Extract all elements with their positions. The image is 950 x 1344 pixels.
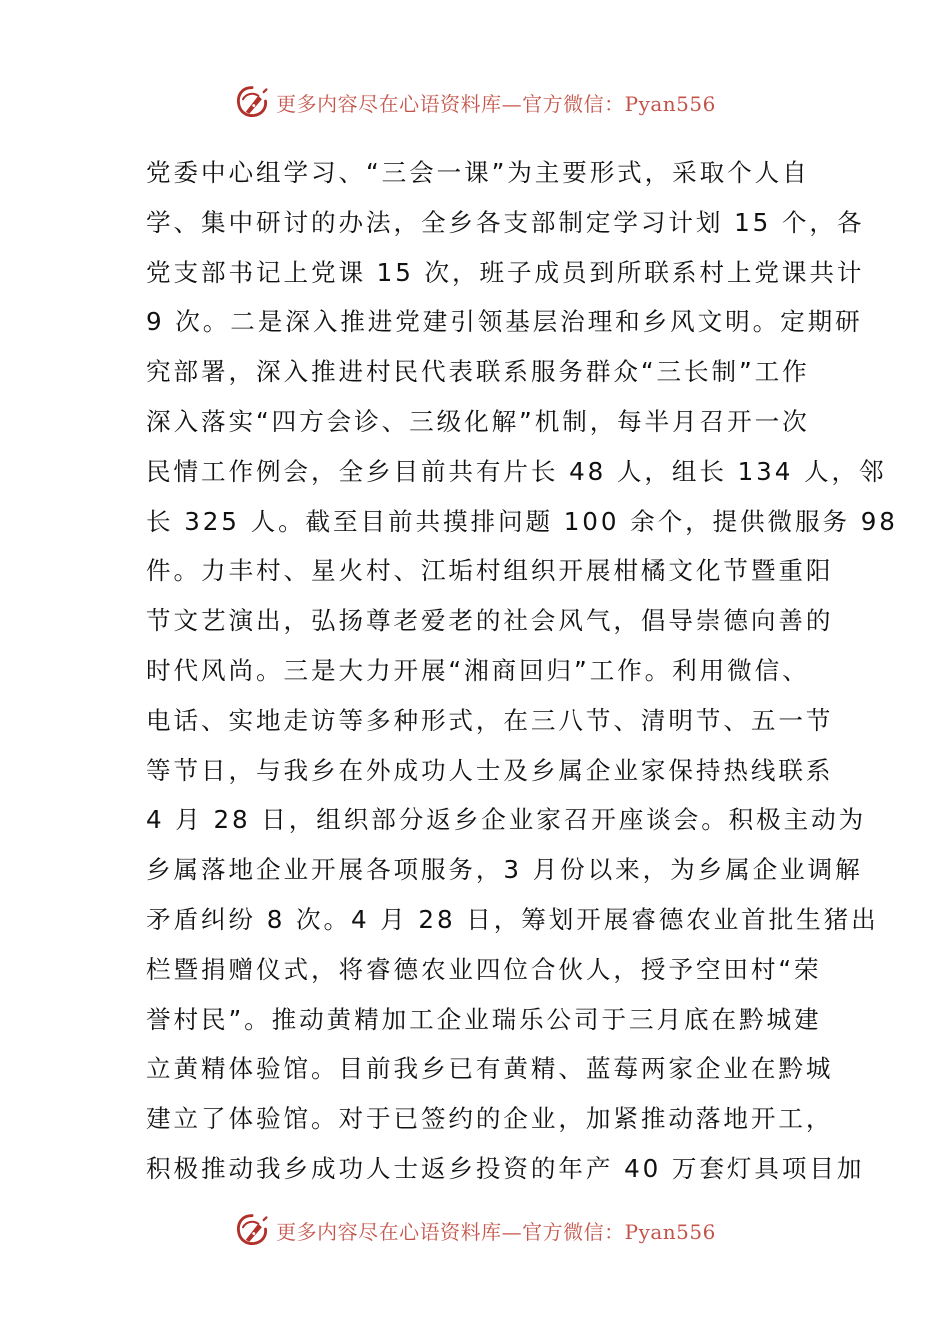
body-line: 立黄精体验馆。目前我乡已有黄精、蓝莓两家企业在黔城 — [146, 1054, 834, 1084]
footer-banner — [0, 1208, 950, 1252]
body-line: 乡属落地企业开展各项服务，3 月份以来，为乡属企业调解 — [146, 855, 863, 885]
body-line: 党委中心组学习、“三会一课”为主要形式，采取个人自 — [146, 158, 810, 187]
body-line: 栏暨捐赠仪式，将睿德农业四位合伙人，授予空田村“荣 — [146, 954, 822, 984]
body-line: 建立了体验馆。对于已签约的企业，加紧推动落地开工， — [146, 1104, 834, 1134]
body-line: 誉村民”。推动黄精加工企业瑞乐公司于三月底在黔城建 — [146, 1004, 822, 1034]
body-line: 9 次。二是深入推进党建引领基层治理和乡风文明。定期研 — [146, 307, 863, 337]
footer-banner-text: 更多内容尽在心语资料库—官方微信：Pyan556 — [276, 1219, 716, 1244]
document-body — [146, 148, 898, 1194]
body-line: 4 月 28 日，组织部分返乡企业家召开座谈会。积极主动为 — [146, 805, 867, 835]
body-line: 究部署，深入推进村民代表联系服务群众“三长制”工作 — [146, 357, 810, 387]
body-line: 党支部书记上党课 15 次，班子成员到所联系村上党课共计 — [146, 257, 865, 287]
body-line: 节文艺演出，弘扬尊老爱老的社会风气，倡导崇德向善的 — [146, 606, 834, 636]
body-line: 学、集中研讨的办法，全乡各支部制定学习计划 15 个，各 — [146, 207, 865, 237]
pen-logo-icon — [234, 1212, 270, 1248]
body-line: 矛盾纠纷 8 次。4 月 28 日，筹划开展睿德农业首批生猪出 — [146, 904, 879, 934]
header-banner-text: 更多内容尽在心语资料库—官方微信：Pyan556 — [276, 91, 716, 116]
body-line: 电话、实地走访等多种形式，在三八节、清明节、五一节 — [146, 705, 834, 735]
body-line: 积极推动我乡成功人士返乡投资的年产 40 万套灯具项目加 — [146, 1153, 865, 1183]
body-line: 深入落实“四方会诊、三级化解”机制，每半月召开一次 — [146, 406, 810, 436]
body-line: 民情工作例会，全乡目前共有片长 48 人，组长 134 人，邻 — [146, 456, 887, 486]
pen-logo-icon — [234, 84, 270, 120]
body-line: 等节日，与我乡在外成功人士及乡属企业家保持热线联系 — [146, 755, 834, 785]
body-line: 件。力丰村、星火村、江垢村组织开展柑橘文化节暨重阳 — [146, 556, 834, 586]
body-line: 时代风尚。三是大力开展“湘商回归”工作。利用微信、 — [146, 655, 810, 685]
body-line: 长 325 人。截至目前共摸排问题 100 余个，提供微服务 98 — [146, 506, 898, 536]
header-banner — [0, 80, 950, 124]
